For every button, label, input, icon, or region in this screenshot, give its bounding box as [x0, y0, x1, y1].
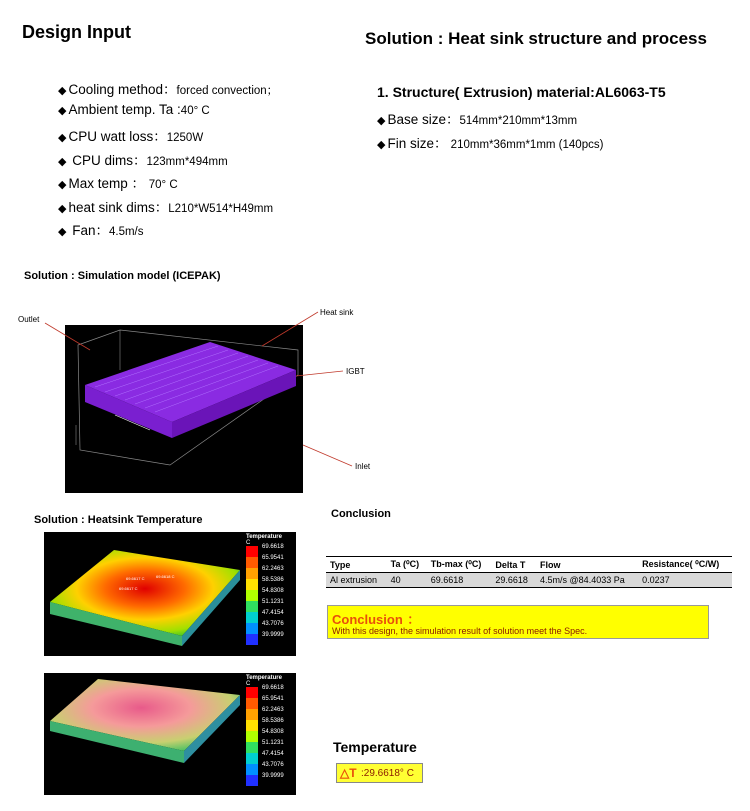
legend-swatch: [246, 623, 258, 634]
list-item: [377, 108, 603, 132]
sim-model-figure: [0, 290, 380, 500]
conclusion-table: [326, 556, 732, 588]
legend-value: 43.7076: [262, 762, 284, 768]
legend-value: 51.1231: [262, 740, 284, 746]
header-cell: Flow: [536, 557, 638, 573]
bullet-icon: ◆: [58, 104, 67, 117]
conclusion-box-title: Conclusion: [332, 612, 403, 627]
thermal-plot-bottom: [44, 673, 296, 795]
solution-title: Solution : Heat sink structure and process: [365, 29, 707, 48]
table-cell: 4.5m/s @84.4033 Pa: [536, 573, 638, 588]
item-separator: ：: [95, 223, 109, 238]
bullet-icon: ◆: [58, 132, 67, 144]
item-label: Fin size: [387, 136, 434, 151]
legend-value: 62.2463: [262, 707, 284, 713]
legend-swatch: [246, 568, 258, 579]
item-label: CPU watt loss: [68, 129, 154, 144]
item-value: 514mm*210mm*13mm: [459, 115, 578, 127]
legend-swatch: [246, 753, 258, 764]
legend-unit: C: [246, 540, 251, 546]
heatsink-temp-title: Solution : Heatsink Temperature: [34, 514, 203, 526]
temperature-title: Temperature: [333, 739, 417, 755]
item-separator: ：: [154, 199, 169, 215]
legend-swatch: [246, 634, 258, 645]
item-value: 210mm*36mm*1mm (140pcs): [447, 139, 604, 151]
legend-swatch: [246, 742, 258, 753]
legend-value: 58.5386: [262, 718, 284, 724]
design-input-title: Design Input: [22, 22, 131, 42]
table-cell: 40: [387, 573, 427, 588]
legend-swatch: [246, 764, 258, 775]
item-value: L210*W514*H49mm: [168, 202, 274, 215]
item-label: Fan: [68, 223, 96, 238]
conclusion-table-wrap: [326, 556, 732, 588]
header-cell: Tb-max (⁰C): [427, 557, 492, 573]
structure-title: 1. Structure( Extrusion) material:AL6063-T5: [377, 84, 666, 100]
item-label: Cooling method: [68, 82, 164, 97]
legend-swatch: [246, 579, 258, 590]
legend-swatch: [246, 775, 258, 786]
bullet-icon: ◆: [58, 226, 67, 238]
legend-value: 39.9999: [262, 632, 284, 638]
item-separator: :: [173, 101, 181, 117]
temperature-legend-top: [246, 534, 282, 642]
item-value: 40° C: [180, 104, 210, 117]
delta-t-symbol: △T: [340, 766, 357, 780]
item-separator: ：: [153, 129, 167, 144]
item-value: 123mm*494mm: [146, 155, 228, 168]
legend-swatch: [246, 731, 258, 742]
item-separator: ：: [163, 82, 177, 97]
legend-value: 69.6618: [262, 544, 284, 550]
legend-unit: C: [246, 681, 251, 687]
item-separator: ：: [446, 112, 460, 127]
outlet-label: Outlet: [18, 315, 40, 324]
legend-swatch: [246, 557, 258, 568]
bullet-icon: ◆: [377, 115, 386, 127]
list-item: [377, 132, 603, 156]
legend-swatch: [246, 590, 258, 601]
conclusion-title: Conclusion: [331, 508, 391, 520]
svg-text:69.6617 C: 69.6617 C: [126, 576, 145, 581]
item-label: Base size: [387, 112, 446, 127]
list-item: [58, 149, 278, 173]
list-item: [58, 102, 278, 126]
sim-model-title: Solution : Simulation model (ICEPAK): [24, 270, 221, 282]
item-value: 4.5m/s: [108, 226, 144, 238]
bullet-icon: ◆: [377, 139, 386, 151]
table-cell: Al extrusion: [326, 573, 387, 588]
legend-value: 47.4154: [262, 610, 284, 616]
legend-swatch: [246, 687, 258, 698]
igbt-label: IGBT: [346, 367, 365, 376]
legend-value: 69.6618: [262, 685, 284, 691]
legend-swatch: [246, 720, 258, 731]
item-label: heat sink dims: [68, 199, 155, 215]
legend-value: 65.9541: [262, 555, 284, 561]
table-cell: 69.6618: [427, 573, 492, 588]
item-label: Max temp: [68, 176, 132, 191]
legend-swatch: [246, 546, 258, 557]
thermal-plot-top: [44, 532, 296, 656]
structure-list: [377, 108, 603, 156]
header-cell: Ta (⁰C): [387, 557, 427, 573]
item-separator: ：: [132, 152, 147, 168]
table-header-row: [326, 557, 732, 573]
legend-swatch: [246, 601, 258, 612]
legend-value: 58.5386: [262, 577, 284, 583]
svg-text:69.6618 C: 69.6618 C: [156, 574, 175, 579]
table-cell: 29.6618: [491, 573, 536, 588]
legend-value: 43.7076: [262, 621, 284, 627]
list-item: [58, 172, 278, 196]
svg-text:69.6617 C: 69.6617 C: [119, 586, 138, 591]
legend-swatch: [246, 709, 258, 720]
list-item: [58, 196, 278, 220]
item-value: forced convection；: [176, 85, 279, 97]
heat-sink-label: Heat sink: [320, 308, 354, 317]
item-label: CPU dims: [68, 152, 133, 168]
table-cell: 0.0237: [638, 573, 732, 588]
delta-t-box: [336, 763, 423, 783]
list-item: [58, 125, 278, 149]
bullet-icon: ◆: [58, 155, 67, 168]
item-label: Ambient temp. Ta: [68, 101, 174, 117]
delta-t-value: :29.6618° C: [361, 768, 414, 779]
list-item: [58, 78, 278, 102]
table-row: [326, 573, 732, 588]
legend-swatch: [246, 612, 258, 623]
header-cell: Delta T: [491, 557, 536, 573]
legend-value: 39.9999: [262, 773, 284, 779]
design-input-list: [58, 78, 278, 243]
bullet-icon: ◆: [58, 202, 67, 215]
legend-swatch: [246, 698, 258, 709]
conclusion-box-text: With this design, the simulation result of solution meet the Spec.: [332, 626, 588, 636]
legend-title: Temperature: [246, 675, 282, 681]
item-value: 1250W: [166, 132, 204, 144]
inlet-label: Inlet: [355, 462, 371, 471]
legend-value: 54.8308: [262, 729, 284, 735]
header-cell: Type: [326, 557, 387, 573]
item-separator: ：: [131, 176, 149, 191]
bullet-icon: ◆: [58, 179, 67, 191]
conclusion-box-colon: ：: [407, 612, 421, 627]
temperature-legend-bottom: [246, 675, 282, 783]
legend-value: 62.2463: [262, 566, 284, 572]
bullet-icon: ◆: [58, 85, 67, 97]
item-separator: ：: [433, 136, 448, 151]
legend-value: 65.9541: [262, 696, 284, 702]
list-item: [58, 219, 278, 243]
conclusion-box: [327, 605, 709, 639]
legend-value: 54.8308: [262, 588, 284, 594]
item-value: 70° C: [148, 179, 178, 191]
legend-title: Temperature: [246, 534, 282, 540]
legend-value: 47.4154: [262, 751, 284, 757]
header-cell: Resistance( ⁰C/W): [638, 557, 732, 573]
legend-value: 51.1231: [262, 599, 284, 605]
